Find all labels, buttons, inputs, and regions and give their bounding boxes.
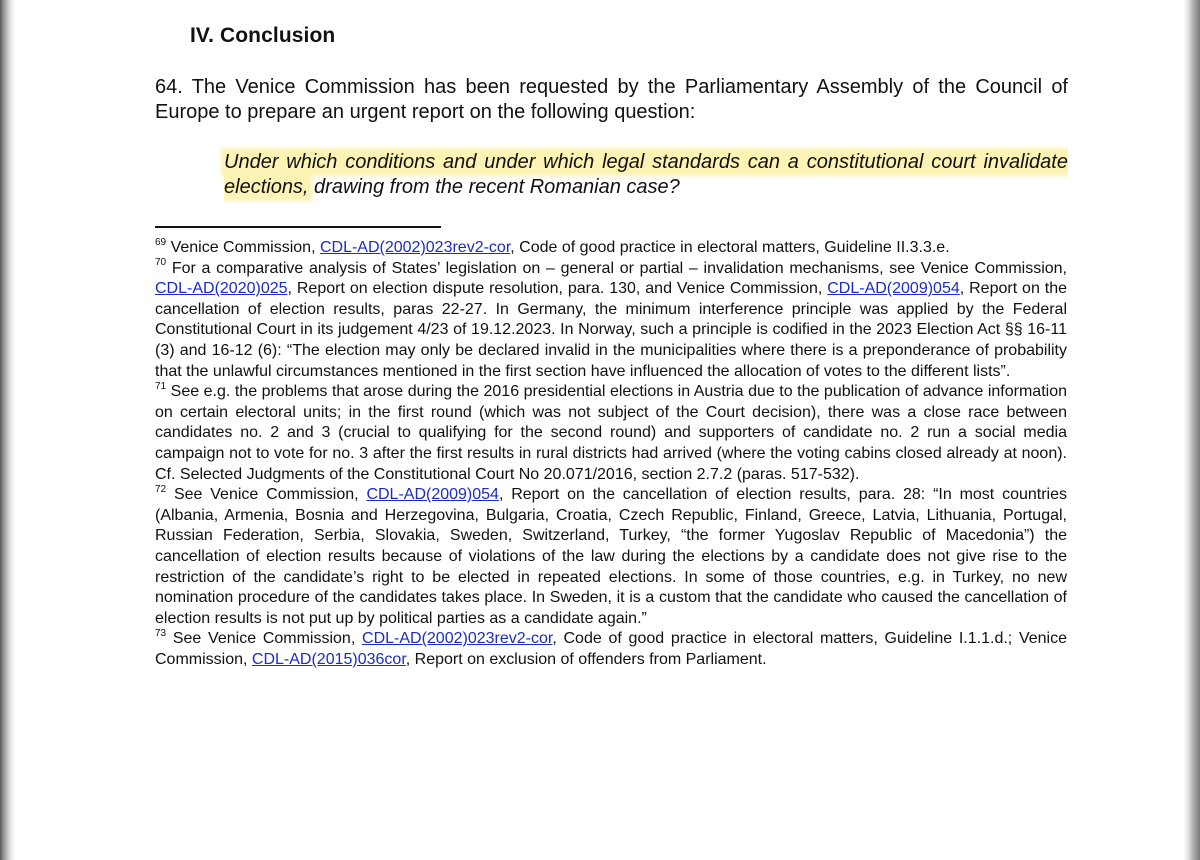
footnote-73: $^{73}$ See Venice Commission, CDL-AD(2002)023rev2-cor, Code of good practice in electoral matters, Guideline I.1.1.d.; Venice Commission, CDL-AD(2015)036cor, Report on exclusion of offenders from Parliament.	[155, 627, 1067, 668]
footnote-separator	[155, 226, 441, 228]
footnote-number: 73	[155, 627, 167, 639]
footnote-71: $^{71}$ See e.g. the problems that arose during the 2016 presidential elections in Austria due to the publication of advance information on certain electoral units; in the first round (which was not subject of the Court decision), there was a close race between candidates no. 2 and 3 (crucial to qualifying for the second round) and supporters of candidate no. 2 run a social media campaign not to vote for no. 3 after the first results in rural districts had arrived (where the voting cabins closed already at noon). Cf. Selected Judgments of the Constitutional Court No 20.071/2016, section 2.7.2 (paras. 517-532).	[155, 380, 1067, 483]
footnote-link[interactable]: CDL-AD(2002)023rev2-cor	[319, 239, 511, 256]
footnote-number: 69	[155, 236, 167, 248]
footnote-link[interactable]: CDL-AD(2009)054	[827, 280, 960, 298]
section-heading: IV. Conclusion	[190, 24, 336, 47]
footnote-number: 72	[155, 483, 167, 495]
footnote-number: 70	[155, 257, 167, 269]
footnote-link[interactable]: CDL-AD(2009)054	[366, 486, 499, 504]
highlighted-text: Under which conditions and under which legal standards can a constitutional court invalidate elections,	[224, 151, 1068, 198]
paragraph-64: 64. The Venice Commission has been requested by the Parliamentary Assembly of the Council of Europe to prepare an urgent report on the following question:	[155, 76, 1068, 123]
footnote-72: $^{72}$ See Venice Commission, CDL-AD(2009)054, Report on the cancellation of election results, para. 28: “In most countries (Albania, Armenia, Bosnia and Herzegovina, Bulgaria, Croatia, Czech Republic, Finland, Greece, Latvia, Lithuania, Portugal, Russian Federation, Serbia, Slovakia, Sweden, Switzerland, Turkey, “the former Yugoslav Republic of Macedonia”) the cancellation of election results because of violations of the law during the elections by a candidate does not give rise to the restriction of the candidate’s right to be elected in repeated elections. In some of those countries, e.g. in Turkey, no new nomination procedure of the candidates takes place. In Sweden, it is a custom that the candidate who caused the cancellation of election results is not put up by political parties as a candidate again.”	[155, 483, 1068, 627]
page-right-shadow	[1183, 0, 1200, 860]
question-quote	[224, 150, 1068, 200]
page-left-shadow	[0, 0, 16, 860]
question-rest: drawing from the recent Romanian case?	[308, 176, 680, 198]
footnote-link[interactable]: CDL-AD(2015)036cor	[251, 650, 406, 668]
footnote-number: 71	[155, 380, 167, 392]
footnote-70: $^{70}$ For a comparative analysis of States’ legislation on – general or partial – invalidation mechanisms, see Venice Commission, CDL-AD(2020)025, Report on election dispute resolution, para. 130, and Venice Commission, CDL-AD(2009)054, Report on the cancellation of election results, paras 22-27. In Germany, the minimum interference principle was applied by the Federal Constitutional Court in its judgement 4/23 of 19.12.2023. In Norway, such a principle is codified in the 2023 Election Act §§ 16-11 (3) and 16-12 (6): “The election may only be declared invalid in the municipalities where there is a preponderance of probability that the unlawful circumstances mentioned in the first section have influenced the allocation of votes to the different lists”.	[155, 257, 1068, 380]
footnote-link[interactable]: CDL-AD(2020)025	[155, 280, 288, 298]
footnote-69: $^{69}$ Venice Commission, CDL-AD(2002)023rev2-cor, Code of good practice in electoral matters, Guideline II.3.3.e.	[155, 236, 950, 256]
footnotes	[155, 238, 1067, 670]
footnote-link[interactable]: CDL-AD(2002)023rev2-cor	[362, 630, 553, 648]
